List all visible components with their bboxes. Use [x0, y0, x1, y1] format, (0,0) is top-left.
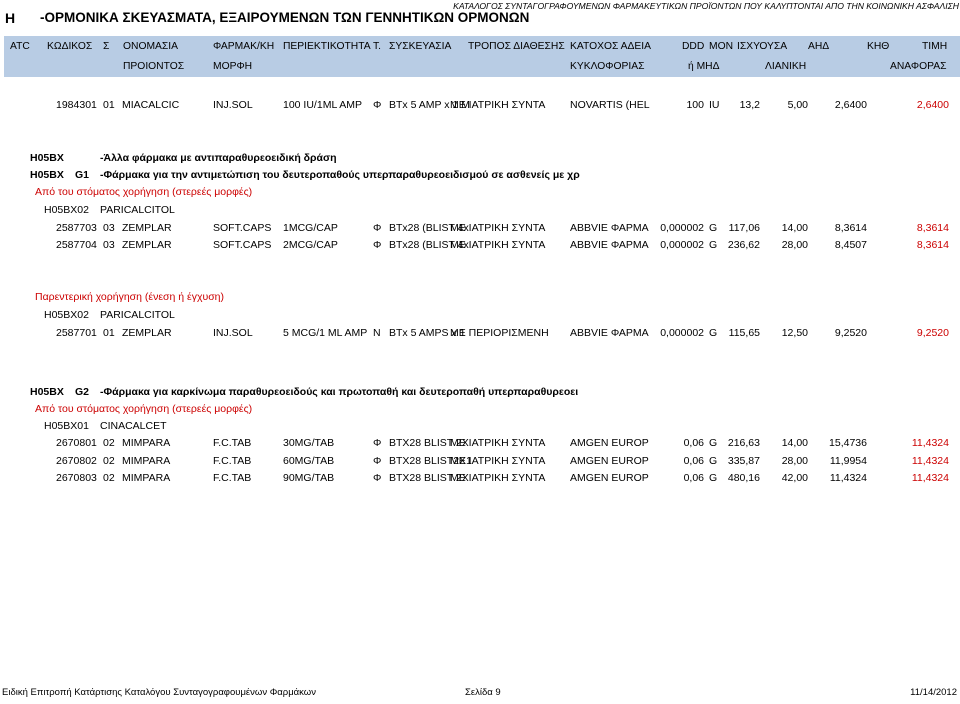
dispensing-mode: ΜΕ ΙΑΤΡΙΚΗ ΣΥΝΤΑ	[450, 222, 546, 234]
atc-code: H05BX02	[44, 204, 89, 216]
khth-value: 8,4507	[834, 239, 867, 251]
sequence-number: 02	[103, 437, 115, 449]
dispensing-mode: ΜΕ ΙΑΤΡΙΚΗ ΣΥΝΤΑ	[450, 437, 546, 449]
column-header-ddd: DDD	[682, 41, 705, 52]
dosage-form: INJ.SOL	[213, 99, 253, 111]
dispensing-mode: ΜΕ ΠΕΡΙΟΡΙΣΜΕΝΗ	[450, 327, 549, 339]
table-row	[0, 326, 960, 340]
ahd-value: 42,00	[781, 472, 808, 484]
atc-code: H05BX01	[44, 420, 89, 432]
group-heading	[0, 168, 960, 182]
substance-name: CINACALCET	[100, 420, 167, 432]
license-holder: AMGEN EUROP	[570, 472, 649, 484]
substance-name: PARICALCITOL	[100, 204, 175, 216]
khth-value: 11,9954	[829, 455, 867, 467]
type-code: Φ	[373, 437, 382, 449]
ahd-value: 28,00	[781, 239, 808, 251]
strength: 1MCG/CAP	[283, 222, 338, 234]
ddd-unit: G	[709, 327, 718, 339]
route-label	[0, 290, 960, 304]
column-header-retail-line2: ΛΙΑΝΙΚΗ	[765, 61, 807, 72]
khth-value: 11,4324	[829, 472, 867, 484]
group-heading	[0, 385, 960, 399]
atc-code: H05BX02	[44, 309, 89, 321]
strength: 90MG/TAB	[283, 472, 335, 484]
license-holder: ABBVIE ΦΑΡΜΑ	[570, 327, 649, 339]
column-header-ddd-line2: ή ΜΗΔ	[688, 61, 720, 72]
strength: 5 MCG/1 ML AMP	[283, 327, 368, 339]
table-row	[0, 454, 960, 468]
product-name: MIMPARA	[122, 455, 171, 467]
product-code: 2670802	[56, 455, 97, 467]
ddd-unit: G	[709, 222, 718, 234]
ddd-value: 0,000002	[660, 222, 704, 234]
license-holder: AMGEN EUROP	[570, 455, 649, 467]
footer-date: 11/14/2012	[910, 687, 957, 698]
sequence-number: 03	[103, 222, 115, 234]
dispensing-mode: ΜΕ ΙΑΤΡΙΚΗ ΣΥΝΤΑ	[450, 99, 546, 111]
dosage-form: SOFT.CAPS	[213, 222, 272, 234]
strength: 100 IU/1ML AMP	[283, 99, 362, 111]
retail-price: 335,87	[727, 455, 760, 467]
group-subcode: G2	[75, 386, 90, 398]
ddd-value: 0,06	[683, 472, 704, 484]
ddd-value: 100	[686, 99, 704, 111]
column-header-ahd: ΑΗΔ	[808, 41, 830, 52]
atc-code: H05BX	[30, 152, 64, 164]
type-code: Φ	[373, 455, 382, 467]
type-code: Ν	[373, 327, 381, 339]
product-code: 2587701	[56, 327, 97, 339]
footer-committee: Ειδική Επιτροπή Κατάρτισης Καταλόγου Συνταγογραφουμένων Φαρμάκων	[2, 687, 316, 698]
substance-heading	[0, 203, 960, 217]
column-header-name-line2: ΠΡΟΙΟΝΤΟΣ	[123, 61, 185, 72]
column-header-khth: ΚΗΘ	[867, 41, 890, 52]
strength: 30MG/TAB	[283, 437, 335, 449]
license-holder: AMGEN EUROP	[570, 437, 649, 449]
chapter-atc-letter: H	[5, 10, 16, 26]
chapter-title: -ΟΡΜΟΝΙΚΑ ΣΚΕΥΑΣΜΑΤΑ, ΕΞΑΙΡΟΥΜΕΝΩΝ ΤΩΝ ΓΕΝΝΗΤΙΚΩΝ ΟΡΜΟΝΩΝ	[40, 10, 530, 25]
retail-price: 13,2	[739, 99, 760, 111]
ddd-unit: G	[709, 437, 718, 449]
catalog-title: ΚΑΤΑΛΟΓΟΣ ΣΥΝΤΑΓΟΓΡΑΦΟΥΜΕΝΩΝ ΦΑΡΜΑΚΕΥΤΙΚΩΝ ΠΡΟΪΟΝΤΩΝ ΠΟΥ ΚΑΛΥΠΤΟΝΤΑΙ ΑΠΟ ΤΗΝ ΚΟΙΝΩΝΙΚΗ ΑΣΦΑΛΙΣΗ	[453, 1, 959, 11]
column-header-form: ΦΑΡΜΑΚ/ΚΗ	[213, 41, 275, 52]
package: BTX28 BLIST2X1	[389, 455, 472, 467]
substance-heading	[0, 308, 960, 322]
column-header-form-line2: ΜΟΡΦΗ	[213, 61, 253, 72]
sequence-number: 02	[103, 472, 115, 484]
reference-price: 11,4324	[911, 437, 949, 449]
table-row	[0, 98, 960, 112]
package: BTx28 (BLIST 4x	[389, 239, 469, 251]
khth-value: 15,4736	[829, 437, 867, 449]
route-text: Παρεντερική χορήγηση (ένεση ή έγχυση)	[35, 291, 225, 303]
product-code: 2587704	[56, 239, 97, 251]
package: BTx 5 AMPS x 1	[389, 327, 466, 339]
product-name: MIMPARA	[122, 437, 171, 449]
substance-heading	[0, 419, 960, 433]
route-text: Από του στόματος χορήγηση (στερεές μορφές)	[35, 186, 253, 198]
column-header-bar	[4, 36, 960, 77]
column-header-package: ΣΥΣΚΕΥΑΣΙΑ	[389, 41, 452, 52]
reference-price: 11,4324	[911, 455, 949, 467]
dosage-form: F.C.TAB	[213, 437, 252, 449]
ddd-unit: G	[709, 472, 718, 484]
column-header-ref-price: ΤΙΜΗ	[922, 41, 948, 52]
package: BTX28 BLIST 2X	[389, 472, 469, 484]
route-label	[0, 185, 960, 199]
ddd-unit: IU	[709, 99, 720, 111]
ahd-value: 14,00	[781, 437, 808, 449]
column-header-unit: ΜΟΝ	[709, 41, 734, 52]
ddd-value: 0,000002	[660, 239, 704, 251]
license-holder: ABBVIE ΦΑΡΜΑ	[570, 222, 649, 234]
retail-price: 480,16	[727, 472, 760, 484]
group-title: -Άλλα φάρμακα με αντιπαραθυρεοειδική δράση	[100, 152, 337, 164]
route-text: Από του στόματος χορήγηση (στερεές μορφές)	[35, 403, 253, 415]
table-row	[0, 238, 960, 252]
table-row	[0, 221, 960, 235]
khth-value: 2,6400	[834, 99, 867, 111]
column-header-holder: ΚΑΤΟΧΟΣ ΑΔΕΙΑ	[570, 41, 651, 52]
product-code: 2670801	[56, 437, 97, 449]
ddd-unit: G	[709, 239, 718, 251]
dosage-form: F.C.TAB	[213, 472, 252, 484]
strength: 60MG/TAB	[283, 455, 335, 467]
sequence-number: 03	[103, 239, 115, 251]
column-header-code: ΚΩΔΙΚΟΣ	[47, 41, 93, 52]
sequence-number: 02	[103, 455, 115, 467]
ddd-value: 0,06	[683, 455, 704, 467]
route-label	[0, 402, 960, 416]
license-holder: NOVARTIS (HEL	[570, 99, 650, 111]
column-header-holder-line2: ΚΥΚΛΟΦΟΡΙΑΣ	[570, 61, 645, 72]
sequence-number: 01	[103, 99, 115, 111]
dispensing-mode: ΜΕ ΙΑΤΡΙΚΗ ΣΥΝΤΑ	[450, 472, 546, 484]
reference-price: 8,3614	[916, 239, 949, 251]
ddd-unit: G	[709, 455, 718, 467]
strength: 2MCG/CAP	[283, 239, 338, 251]
dosage-form: F.C.TAB	[213, 455, 252, 467]
dosage-form: SOFT.CAPS	[213, 239, 272, 251]
substance-name: PARICALCITOL	[100, 309, 175, 321]
column-header-strength: ΠΕΡΙΕΚΤΙΚΟΤΗΤΑ	[283, 41, 371, 52]
reference-price: 8,3614	[916, 222, 949, 234]
product-name: ZEMPLAR	[122, 239, 172, 251]
license-holder: ABBVIE ΦΑΡΜΑ	[570, 239, 649, 251]
product-name: MIACALCIC	[122, 99, 180, 111]
ahd-value: 5,00	[787, 99, 808, 111]
column-header-dispensing: ΤΡΟΠΟΣ ΔΙΑΘΕΣΗΣ	[468, 41, 565, 52]
retail-price: 115,65	[728, 327, 760, 339]
type-code: Φ	[373, 222, 382, 234]
khth-value: 8,3614	[834, 222, 867, 234]
ddd-value: 0,06	[683, 437, 704, 449]
table-row	[0, 471, 960, 485]
column-header-retail: ΙΣΧΥΟΥΣΑ	[737, 41, 788, 52]
atc-code: H05BX	[30, 169, 64, 181]
table-row	[0, 436, 960, 450]
product-name: ZEMPLAR	[122, 327, 172, 339]
group-title: -Φάρμακα για καρκίνωμα παραθυρεοειδούς και πρωτοπαθή και δευτεροπαθή υπερπαραθυρεοει	[100, 386, 579, 398]
sequence-number: 01	[103, 327, 115, 339]
ahd-value: 14,00	[781, 222, 808, 234]
product-code: 2587703	[56, 222, 97, 234]
package: BTx 5 AMP x 1 M	[389, 99, 470, 111]
reference-price: 9,2520	[916, 327, 949, 339]
package: BTX28 BLIST 2X	[389, 437, 469, 449]
dosage-form: INJ.SOL	[213, 327, 253, 339]
retail-price: 216,63	[727, 437, 760, 449]
retail-price: 117,06	[728, 222, 760, 234]
product-code: 2670803	[56, 472, 97, 484]
group-subcode: G1	[75, 169, 90, 181]
column-header-name: ΟΝΟΜΑΣΙΑ	[123, 41, 178, 52]
type-code: Φ	[373, 99, 382, 111]
reference-price: 2,6400	[916, 99, 949, 111]
ahd-value: 12,50	[781, 327, 808, 339]
dispensing-mode: ΜΕ ΙΑΤΡΙΚΗ ΣΥΝΤΑ	[450, 455, 546, 467]
group-title: -Φάρμακα για την αντιμετώπιση του δευτεροπαθούς υπερπαραθυρεοειδισμού σε ασθενείς με χρ	[100, 169, 580, 181]
product-name: MIMPARA	[122, 472, 171, 484]
type-code: Φ	[373, 472, 382, 484]
type-code: Φ	[373, 239, 382, 251]
column-header-atc: ATC	[10, 41, 30, 52]
atc-code: H05BX	[30, 386, 64, 398]
product-code: 1984301	[56, 99, 97, 111]
ahd-value: 28,00	[781, 455, 808, 467]
reference-price: 11,4324	[911, 472, 949, 484]
column-header-seq: Σ	[103, 41, 110, 52]
column-header-type: Τ.	[373, 41, 382, 52]
dispensing-mode: ΜΕ ΙΑΤΡΙΚΗ ΣΥΝΤΑ	[450, 239, 546, 251]
package: BTx28 (BLIST 4x	[389, 222, 469, 234]
footer-page-number: Σελίδα 9	[465, 687, 501, 698]
retail-price: 236,62	[727, 239, 760, 251]
product-name: ZEMPLAR	[122, 222, 172, 234]
ddd-value: 0,000002	[660, 327, 704, 339]
column-header-ref-price-line2: ΑΝΑΦΟΡΑΣ	[890, 61, 947, 72]
khth-value: 9,2520	[834, 327, 867, 339]
group-heading	[0, 151, 960, 165]
